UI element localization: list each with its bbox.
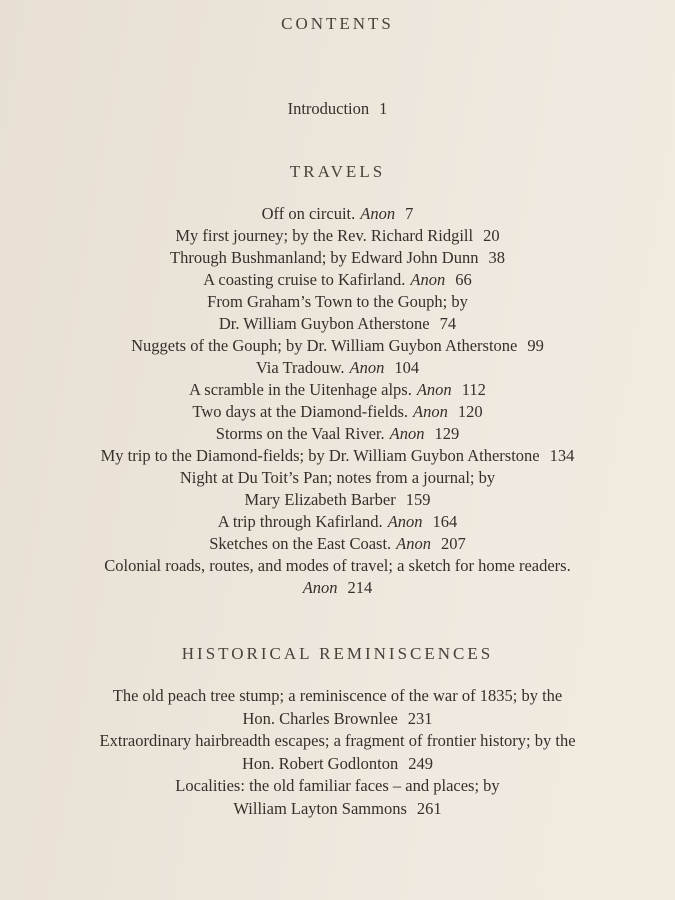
toc-entry — [0, 709, 675, 729]
entry-title: A coasting cruise to Kafirland. — [203, 270, 406, 289]
entry-title: Introduction — [287, 99, 370, 118]
entry-title: From Graham’s Town to the Gouph; by — [207, 292, 468, 311]
travels-heading: TRAVELS — [289, 162, 386, 181]
entry-page: 129 — [434, 424, 460, 443]
entry-title: Mary Elizabeth Barber — [244, 490, 396, 509]
entry-page: 1 — [379, 99, 388, 118]
toc-entry — [0, 204, 675, 224]
entry-page: 99 — [527, 336, 544, 355]
entry-author: Anon — [302, 578, 338, 597]
entry-page: 207 — [441, 534, 466, 553]
entry-title: Nuggets of the Gouph; by Dr. William Guybon Atherstone — [131, 336, 518, 355]
entry-title: Colonial roads, routes, and modes of travel; a sketch for home readers. — [104, 556, 571, 575]
toc-entry — [0, 226, 675, 246]
entry-author: Anon — [410, 270, 446, 289]
entry-title: William Layton Sammons — [233, 798, 407, 818]
entry-page: 214 — [347, 578, 373, 597]
entry-title: A scramble in the Uitenhage alps. — [189, 380, 412, 399]
historical-heading: HISTORICAL REMINISCENCES — [181, 644, 494, 663]
entry-page: 74 — [439, 314, 457, 333]
entry-title: Storms on the Vaal River. — [215, 424, 385, 443]
entry-page: 38 — [488, 248, 505, 267]
toc-entry — [0, 446, 675, 466]
toc-entry — [0, 754, 675, 774]
entry-author: Anon — [389, 424, 425, 443]
entry-title: Two days at the Diamond-fields. — [192, 402, 408, 421]
entry-page: 7 — [405, 204, 414, 223]
entry-author: Anon — [416, 380, 452, 399]
entry-page: 164 — [432, 512, 458, 531]
entry-page: 20 — [483, 226, 500, 245]
toc-entry — [0, 336, 675, 356]
entry-page: 249 — [408, 753, 434, 773]
contents-heading: CONTENTS — [281, 14, 394, 33]
toc-entry — [0, 468, 675, 488]
entry-page: 261 — [416, 798, 442, 818]
entry-author: Anon — [413, 402, 448, 421]
entry-title: Night at Du Toit’s Pan; notes from a journal; by — [179, 468, 496, 487]
entry-title: Via Tradouw. — [255, 358, 345, 377]
toc-entry — [0, 314, 675, 334]
entry-title: Localities: the old familiar faces – and places; by — [175, 776, 500, 795]
entry-title: Through Bushmanland; by Edward John Dunn — [170, 248, 479, 267]
toc-entry — [0, 402, 675, 422]
entry-page: 159 — [405, 490, 431, 509]
toc-entry — [0, 380, 675, 400]
toc-entry — [0, 358, 675, 378]
toc-entry — [0, 534, 675, 554]
entry-title: Hon. Robert Godlonton — [241, 753, 399, 773]
entry-title: Extraordinary hairbreadth escapes; a fragment of frontier history; by the — [99, 731, 576, 750]
entry-title: Hon. Charles Brownlee — [242, 708, 398, 728]
toc-entry — [0, 556, 675, 576]
toc-entry — [0, 248, 675, 268]
entry-author: Anon — [387, 512, 423, 531]
entry-page: 231 — [407, 708, 433, 728]
entry-title: Dr. William Guybon Atherstone — [218, 314, 430, 333]
entry-title: My first journey; by the Rev. Richard Ridgill — [175, 226, 474, 245]
entry-page: 120 — [457, 402, 483, 421]
entry-title: The old peach tree stump; a reminiscence of the war of 1835; by the — [112, 686, 563, 705]
entry-title: Off on circuit. — [261, 204, 356, 223]
toc-entry — [0, 799, 675, 819]
toc-entry — [0, 686, 675, 706]
entry-page: 104 — [394, 358, 420, 377]
entry-page: 134 — [549, 446, 575, 465]
toc-entry — [0, 292, 675, 312]
toc-entry — [0, 731, 675, 751]
entry-page: 112 — [461, 380, 486, 399]
entry-author: Anon — [349, 358, 385, 377]
toc-entry — [0, 776, 675, 796]
intro-entry — [0, 99, 675, 119]
entry-author: Anon — [396, 534, 432, 553]
entry-author: Anon — [360, 204, 396, 223]
toc-entry — [0, 490, 675, 510]
entry-title: My trip to the Diamond-fields; by Dr. William Guybon Atherstone — [100, 446, 540, 465]
entry-title: Sketches on the East Coast. — [209, 534, 392, 553]
entry-title: A trip through Kafirland. — [217, 512, 383, 531]
entry-page: 66 — [455, 270, 472, 289]
toc-entry — [0, 270, 675, 290]
toc-entry — [0, 424, 675, 444]
toc-entry — [0, 578, 675, 598]
toc-entry — [0, 512, 675, 532]
